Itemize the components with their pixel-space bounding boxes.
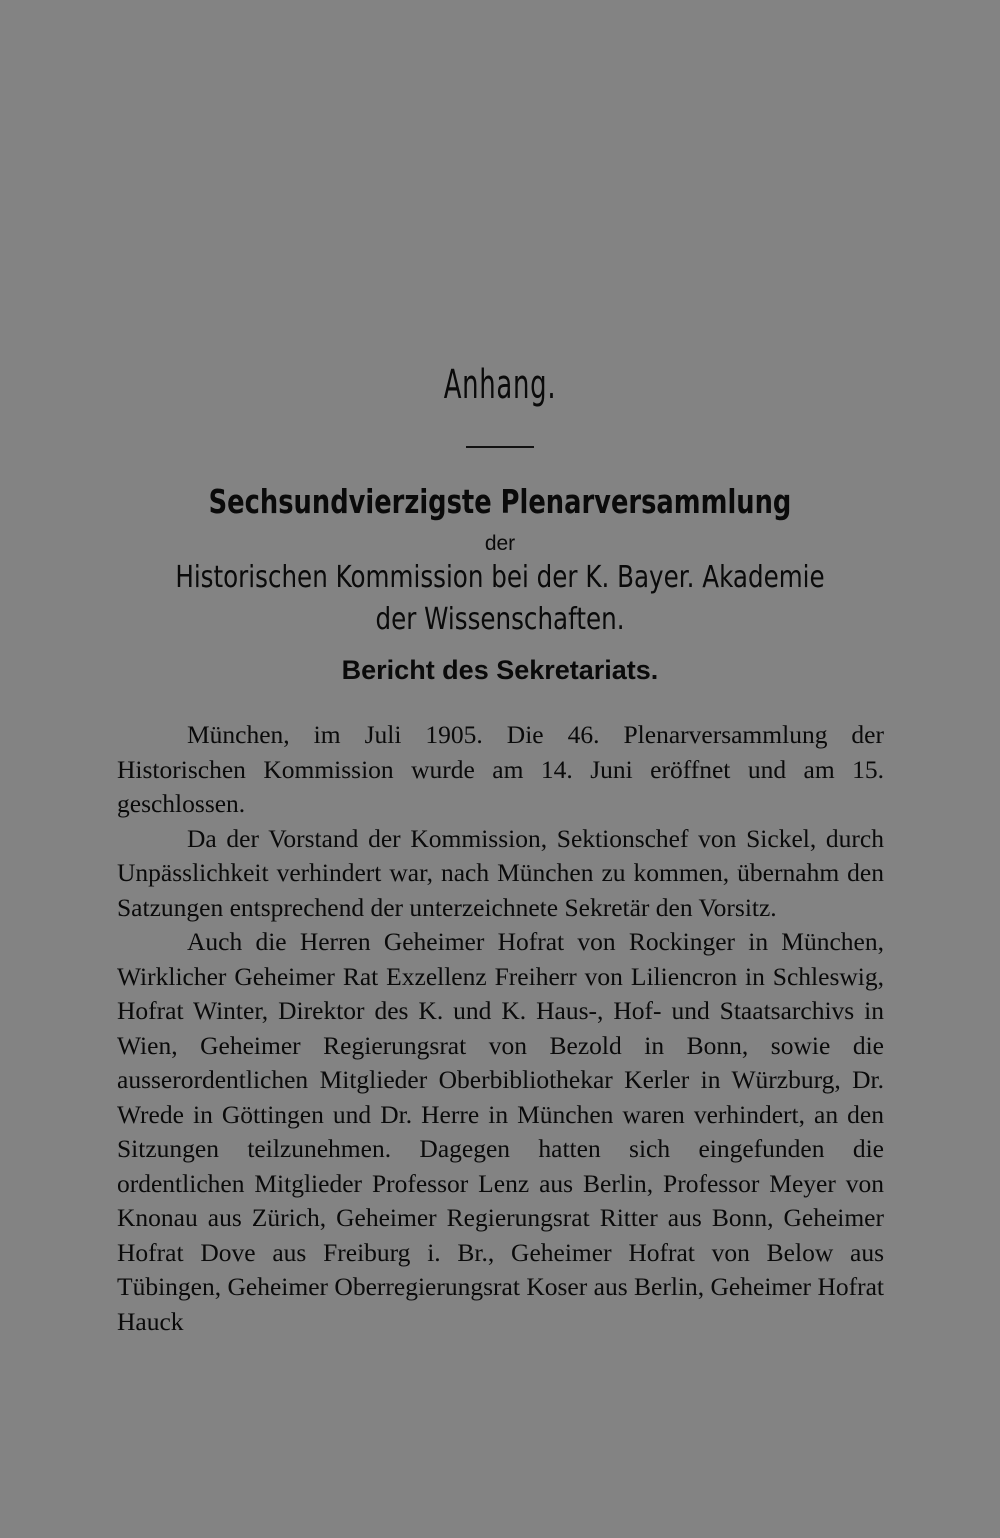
report-title: Bericht des Sekretariats. [341, 655, 659, 685]
paragraph-opening: München, im Juli 1905. Die 46. Plenarversammlung der Historischen Kommission wurde am 14. Juni eröffnet und am 15. geschlossen. [117, 720, 884, 818]
decorative-rule [466, 446, 534, 448]
body-text [117, 718, 884, 1339]
subtitle-der: der [484, 532, 516, 555]
paragraph-chair: Da der Vorstand der Kommission, Sektionschef von Sickel, durch Unpässlichkeit verhindert war, nach München zu kommen, übernahm den Satzungen entsprechend der unterzeichnete Sekretär den Vorsitz. [117, 823, 884, 922]
paragraph-attendance: Auch die Herren Geheimer Hofrat von Rockinger in München, Wirklicher Geheimer Rat Exzellenz Freiherr von Liliencron in Schleswig, Hofrat Winter, Direktor des K. und K. Haus-, Hof- und Staatsarchivs in Wien, Geheimer Regierungsrat von Bezold in Bonn, sowie die ausserordentlichen Mitglieder Oberbibliothekar Kerler in Würzburg, Dr. Wrede in Göttingen und Dr. Herre in München waren verhindert, an den Sitzungen teilzunehmen. Dagegen hatten sich eingefunden die ordentlichen Mitglieder Professor Lenz aus Berlin, Professor Meyer von Knonau aus Zürich, Geheimer Regierungsrat Ritter aus Bonn, Geheimer Hofrat Dove aus Freiburg i. Br., Geheimer Hofrat von Below aus Tübingen, Geheimer Oberregierungsrat Koser aus Berlin, Geheimer Hofrat Hauck [117, 927, 884, 1336]
institution-line-2: der Wissenschaften. [375, 602, 625, 637]
appendix-heading: Anhang. [443, 362, 557, 408]
assembly-title: Sechsundvierzigste Plenarversammlung [208, 482, 792, 521]
institution-line-1: Historischen Kommission bei der K. Bayer. Akademie [175, 560, 825, 595]
